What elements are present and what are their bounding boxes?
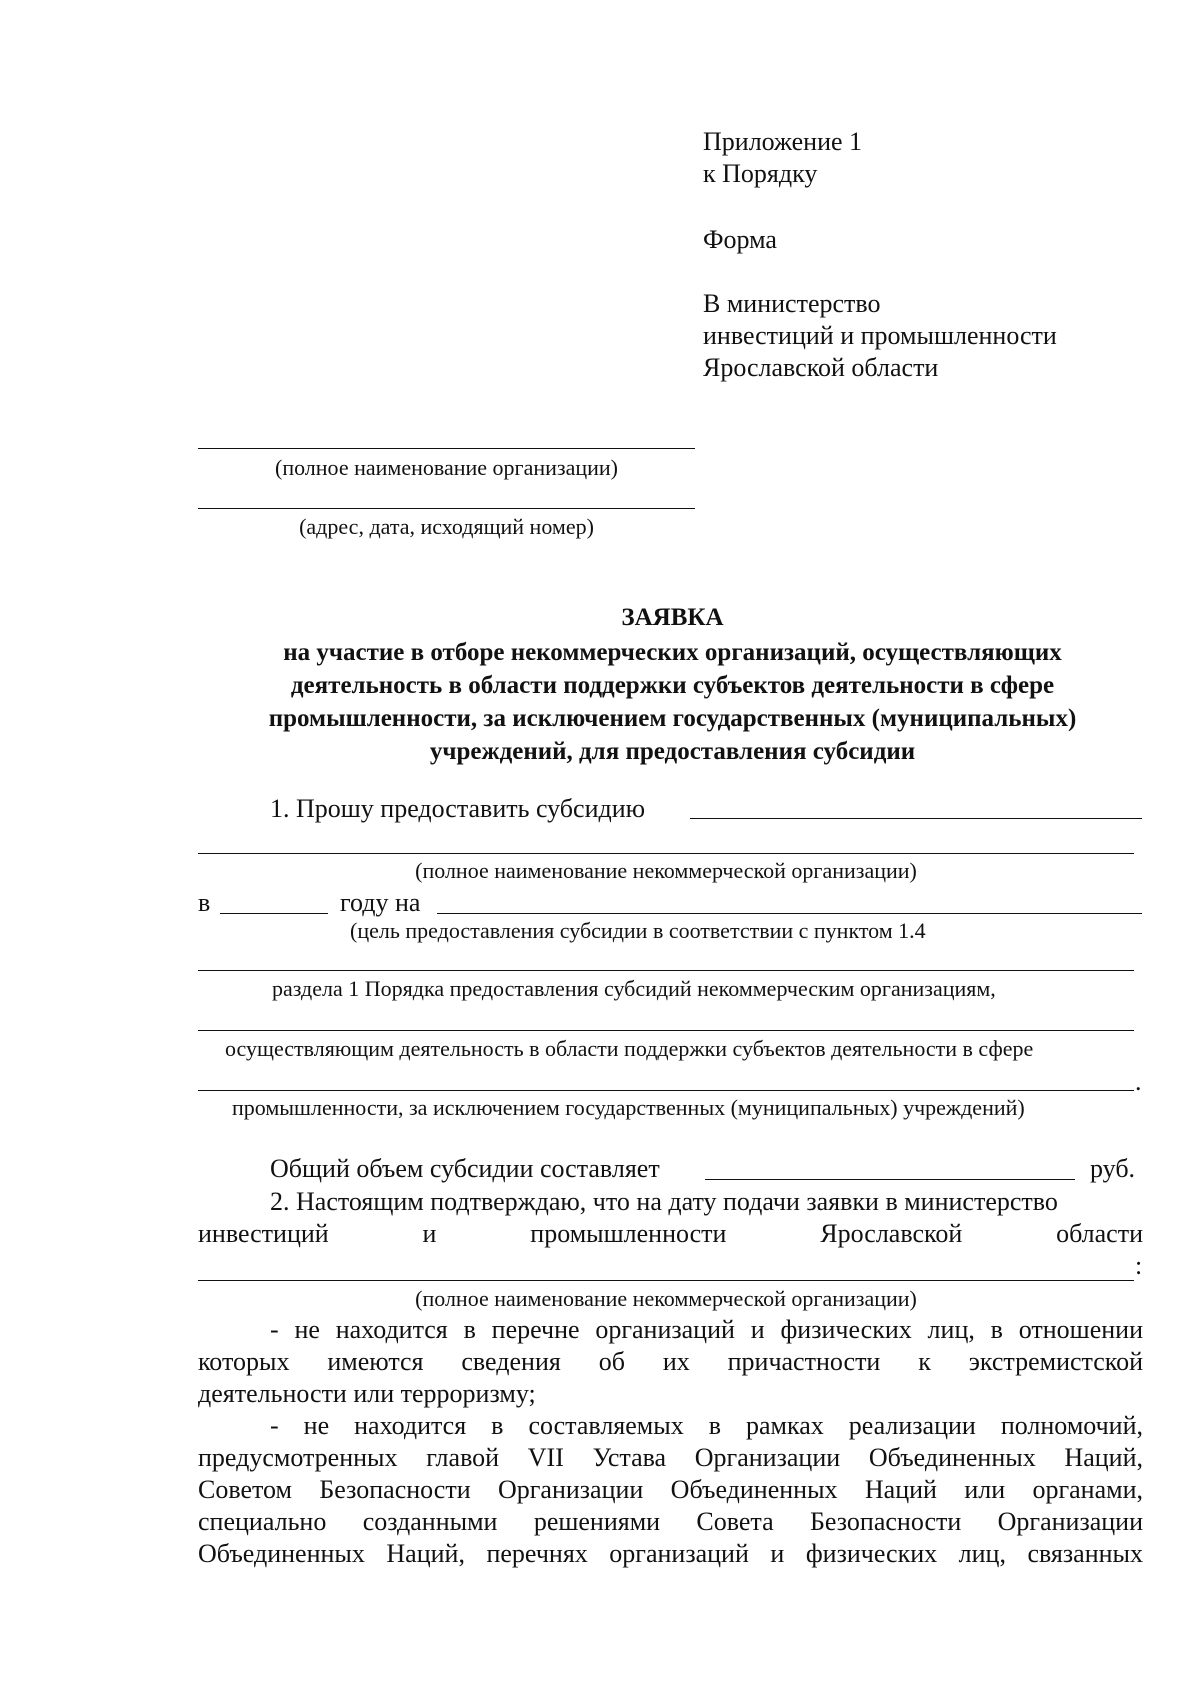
goal-line-4[interactable] xyxy=(198,1090,1134,1091)
nko-name-caption: (полное наименование некоммерческой организации) xyxy=(415,858,917,883)
request-text: 1. Прошу предоставить субсидию xyxy=(270,794,646,823)
item2-line-2: предусмотренных главой VII Устава Организации Объединенных Наций, xyxy=(198,1443,1143,1472)
item2-line-5: Объединенных Наций, перечнях организаций и физических лиц, связанных xyxy=(198,1539,1143,1568)
goal-caption: (цель предоставления субсидии в соответствии с пунктом 1.4 xyxy=(350,918,926,943)
total-input-line[interactable] xyxy=(705,1179,1075,1180)
goal-input-line[interactable] xyxy=(437,913,1142,914)
title-line-3: промышленности, за исключением государственных (муниципальных) xyxy=(268,705,1077,732)
rub-label: руб. xyxy=(1090,1154,1136,1183)
title-line-1: на участие в отборе некоммерческих организаций, осуществляющих xyxy=(283,639,1062,666)
section2-line-1: 2. Настоящим подтверждаю, что на дату подачи заявки в министерство xyxy=(270,1187,1058,1216)
year-for-label: году на xyxy=(340,888,421,917)
item1-line-3: деятельности или терроризму; xyxy=(198,1379,536,1408)
to-order-label: к Порядку xyxy=(703,159,818,188)
item2-line-4: специально созданными решениями Совета Безопасности Организации xyxy=(198,1507,1143,1536)
goal-caption-2: раздела 1 Порядка предоставления субсидий некоммерческим организациям, xyxy=(272,976,996,1001)
item1-line-2: которых имеются сведения об их причастности к экстремистской xyxy=(198,1347,1143,1376)
item2-line-1: - не находится в составляемых в рамках реализации полномочий, xyxy=(270,1411,1143,1440)
form-label: Форма xyxy=(703,225,777,254)
goal-line-2[interactable] xyxy=(198,970,1134,971)
total-label: Общий объем субсидии составляет xyxy=(270,1154,660,1183)
addressee-line-3: Ярославской области xyxy=(703,353,939,382)
section2-nko-line[interactable] xyxy=(198,1280,1134,1281)
addressee-line-2: инвестиций и промышленности xyxy=(703,321,1057,350)
title-line-4: учреждений, для предоставления субсидии xyxy=(429,738,916,765)
goal-end-dot: . xyxy=(1135,1067,1142,1096)
title-line-2: деятельность в области поддержки субъектов деятельности в сфере xyxy=(290,672,1055,699)
appendix-label: Приложение 1 xyxy=(703,127,863,156)
addressee-line-1: В министерство xyxy=(703,289,881,318)
subsidy-input-line[interactable] xyxy=(690,818,1142,819)
item1-line-1: - не находится в перечне организаций и физических лиц, в отношении xyxy=(270,1315,1143,1344)
section2-line-2: инвестиций и промышленности Ярославской области xyxy=(198,1219,1143,1248)
org-address-line[interactable] xyxy=(198,508,695,509)
nko-name-line[interactable] xyxy=(198,853,1134,854)
org-address-caption: (адрес, дата, исходящий номер) xyxy=(299,514,594,539)
org-name-caption: (полное наименование организации) xyxy=(275,455,618,480)
goal-caption-3: осуществляющим деятельность в области поддержки субъектов деятельности в сфере xyxy=(225,1036,1034,1061)
section2-nko-caption: (полное наименование некоммерческой организации) xyxy=(415,1286,917,1311)
goal-caption-4: промышленности, за исключением государственных (муниципальных) учреждений) xyxy=(232,1095,1025,1120)
goal-line-3[interactable] xyxy=(198,1030,1134,1031)
in-label: в xyxy=(198,888,211,917)
section2-colon: : xyxy=(1135,1251,1143,1280)
application-title: ЗАЯВКА xyxy=(621,604,724,631)
year-input-line[interactable] xyxy=(220,913,328,914)
org-name-line[interactable] xyxy=(198,448,695,449)
item2-line-3: Советом Безопасности Организации Объединенных Наций или органами, xyxy=(198,1475,1143,1504)
